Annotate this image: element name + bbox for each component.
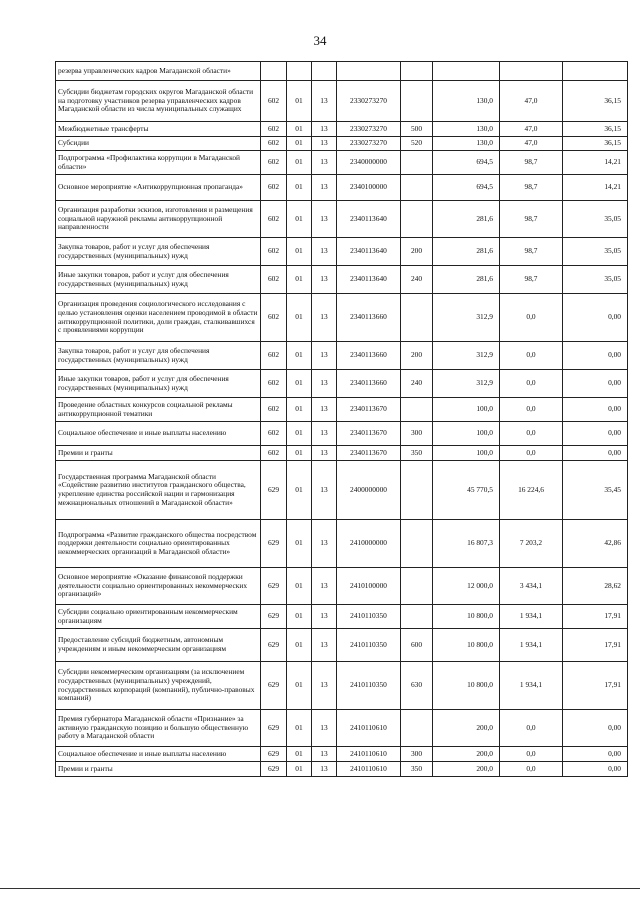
row-target-article-cell: 2410000000 [337, 520, 401, 568]
row-grbs-cell: 629 [261, 461, 287, 520]
table-row [56, 747, 628, 762]
row-grbs-cell: 602 [261, 422, 287, 446]
row-fact-cell: 1 934,1 [500, 605, 563, 629]
row-section-cell: 01 [287, 710, 312, 747]
row-name-cell: Закупка товаров, работ и услуг для обеспечения государственных (муниципальных) нужд [56, 342, 261, 370]
row-expense-type-cell: 200 [401, 342, 433, 370]
row-expense-type-cell [401, 605, 433, 629]
row-section-cell: 01 [287, 266, 312, 294]
table-row [56, 520, 628, 568]
row-grbs-cell: 602 [261, 446, 287, 461]
row-section-cell: 01 [287, 398, 312, 422]
row-target-article-cell: 2410110350 [337, 605, 401, 629]
row-name-cell: Государственная программа Магаданской области «Содействие развитию институтов гражданского общества, укрепление единства российской нации и гармонизация межнациональных отношений в Магаданской области» [56, 461, 261, 520]
table-row [56, 175, 628, 201]
table-row [56, 370, 628, 398]
row-fact-cell: 98,7 [500, 175, 563, 201]
row-grbs-cell: 602 [261, 398, 287, 422]
row-fact-cell: 47,0 [500, 137, 563, 151]
row-percent-cell: 0,00 [563, 747, 628, 762]
table-row [56, 81, 628, 122]
row-grbs-cell: 629 [261, 710, 287, 747]
row-target-article-cell: 2410110350 [337, 629, 401, 662]
row-name-cell: Проведение областных конкурсов социальной рекламы антикоррупционной тематики [56, 398, 261, 422]
row-plan-cell: 281,6 [433, 238, 500, 266]
row-name-cell: Закупка товаров, работ и услуг для обеспечения государственных (муниципальных) нужд [56, 238, 261, 266]
row-plan-cell: 281,6 [433, 266, 500, 294]
row-expense-type-cell: 300 [401, 747, 433, 762]
row-subsection-cell: 13 [312, 446, 337, 461]
table-row [56, 342, 628, 370]
row-subsection-cell [312, 62, 337, 81]
row-target-article-cell: 2340113670 [337, 446, 401, 461]
row-subsection-cell: 13 [312, 294, 337, 342]
row-name-cell: Организация проведения социологического исследования с целью установления оценки населением проводимой в области антикоррупционной политики, доли граждан, сталкивавшихся с проявлениями коррупции [56, 294, 261, 342]
row-percent-cell: 0,00 [563, 762, 628, 777]
row-plan-cell: 312,9 [433, 342, 500, 370]
row-section-cell: 01 [287, 122, 312, 137]
row-subsection-cell: 13 [312, 122, 337, 137]
row-grbs-cell: 602 [261, 266, 287, 294]
row-subsection-cell: 13 [312, 747, 337, 762]
row-target-article-cell: 2340113670 [337, 398, 401, 422]
row-percent-cell: 42,86 [563, 520, 628, 568]
row-plan-cell: 200,0 [433, 762, 500, 777]
row-plan-cell: 130,0 [433, 81, 500, 122]
row-fact-cell: 0,0 [500, 762, 563, 777]
row-plan-cell: 694,5 [433, 151, 500, 175]
row-expense-type-cell [401, 81, 433, 122]
row-name-cell: Межбюджетные трансферты [56, 122, 261, 137]
row-section-cell: 01 [287, 342, 312, 370]
row-target-article-cell: 2330273270 [337, 122, 401, 137]
row-percent-cell: 17,91 [563, 662, 628, 710]
row-target-article-cell: 2340113640 [337, 201, 401, 238]
row-name-cell: Основное мероприятие «Оказание финансовой поддержки деятельности социально ориентированных некоммерческих организаций» [56, 568, 261, 605]
row-subsection-cell: 13 [312, 201, 337, 238]
row-target-article-cell: 2340113660 [337, 342, 401, 370]
row-fact-cell: 47,0 [500, 122, 563, 137]
row-fact-cell: 0,0 [500, 422, 563, 446]
row-subsection-cell: 13 [312, 520, 337, 568]
row-grbs-cell: 629 [261, 520, 287, 568]
row-grbs-cell: 629 [261, 605, 287, 629]
table-row [56, 662, 628, 710]
row-plan-cell: 45 770,5 [433, 461, 500, 520]
row-plan-cell: 10 800,0 [433, 662, 500, 710]
row-section-cell: 01 [287, 461, 312, 520]
row-percent-cell: 0,00 [563, 370, 628, 398]
row-name-cell: Субсидии бюджетам городских округов Магаданской области на подготовку участников резерва управленческих кадров Магаданской области из числа муниципальных служащих [56, 81, 261, 122]
table-row [56, 62, 628, 81]
row-subsection-cell: 13 [312, 662, 337, 710]
row-target-article-cell: 2410110610 [337, 762, 401, 777]
row-expense-type-cell: 350 [401, 762, 433, 777]
row-expense-type-cell [401, 175, 433, 201]
row-fact-cell: 1 934,1 [500, 629, 563, 662]
row-fact-cell: 47,0 [500, 81, 563, 122]
row-fact-cell: 0,0 [500, 446, 563, 461]
row-target-article-cell: 2340000000 [337, 151, 401, 175]
row-name-cell: Премия губернатора Магаданской области «Признание» за активную гражданскую позицию и большую общественную работу в Магаданской области [56, 710, 261, 747]
row-subsection-cell: 13 [312, 175, 337, 201]
row-name-cell: Иные закупки товаров, работ и услуг для обеспечения государственных (муниципальных) нужд [56, 266, 261, 294]
row-section-cell: 01 [287, 762, 312, 777]
row-name-cell: Основное мероприятие «Антикоррупционная пропаганда» [56, 175, 261, 201]
row-target-article-cell: 2410110610 [337, 710, 401, 747]
row-grbs-cell: 602 [261, 151, 287, 175]
row-percent-cell: 0,00 [563, 342, 628, 370]
row-percent-cell: 28,62 [563, 568, 628, 605]
row-subsection-cell: 13 [312, 605, 337, 629]
table-row [56, 568, 628, 605]
row-fact-cell: 98,7 [500, 266, 563, 294]
row-percent-cell: 35,05 [563, 238, 628, 266]
row-expense-type-cell: 500 [401, 122, 433, 137]
row-subsection-cell: 13 [312, 762, 337, 777]
row-subsection-cell: 13 [312, 137, 337, 151]
row-name-cell: Субсидии некоммерческим организациям (за исключением государственных (муниципальных) учреждений, государственных корпораций (компаний), публично-правовых компаний) [56, 662, 261, 710]
row-name-cell: Подпрограмма «Профилактика коррупции в Магаданской области» [56, 151, 261, 175]
row-plan-cell: 130,0 [433, 122, 500, 137]
table-row [56, 605, 628, 629]
table-row [56, 446, 628, 461]
row-expense-type-cell: 630 [401, 662, 433, 710]
row-subsection-cell: 13 [312, 370, 337, 398]
table-row [56, 201, 628, 238]
row-name-cell: Премии и гранты [56, 762, 261, 777]
row-percent-cell: 36,15 [563, 122, 628, 137]
row-plan-cell: 694,5 [433, 175, 500, 201]
row-percent-cell: 35,45 [563, 461, 628, 520]
row-section-cell: 01 [287, 370, 312, 398]
row-subsection-cell: 13 [312, 461, 337, 520]
row-grbs-cell: 602 [261, 81, 287, 122]
row-target-article-cell: 2340113640 [337, 266, 401, 294]
row-section-cell: 01 [287, 151, 312, 175]
row-percent-cell: 36,15 [563, 81, 628, 122]
row-section-cell: 01 [287, 175, 312, 201]
row-fact-cell: 16 224,6 [500, 461, 563, 520]
row-name-cell: резерва управленческих кадров Магаданской области» [56, 62, 261, 81]
row-section-cell: 01 [287, 662, 312, 710]
row-expense-type-cell: 240 [401, 370, 433, 398]
row-name-cell: Социальное обеспечение и иные выплаты населению [56, 422, 261, 446]
row-subsection-cell: 13 [312, 81, 337, 122]
table-row [56, 238, 628, 266]
page-number: 34 [313, 33, 327, 48]
row-expense-type-cell: 350 [401, 446, 433, 461]
row-subsection-cell: 13 [312, 568, 337, 605]
row-section-cell: 01 [287, 629, 312, 662]
row-grbs-cell: 602 [261, 294, 287, 342]
row-grbs-cell: 602 [261, 201, 287, 238]
row-grbs-cell: 602 [261, 175, 287, 201]
row-percent-cell [563, 62, 628, 81]
row-name-cell: Премии и гранты [56, 446, 261, 461]
row-target-article-cell: 2410100000 [337, 568, 401, 605]
row-section-cell: 01 [287, 238, 312, 266]
row-expense-type-cell [401, 710, 433, 747]
row-grbs-cell: 602 [261, 342, 287, 370]
row-name-cell: Социальное обеспечение и иные выплаты населению [56, 747, 261, 762]
row-section-cell: 01 [287, 422, 312, 446]
row-fact-cell: 0,0 [500, 370, 563, 398]
row-percent-cell: 0,00 [563, 422, 628, 446]
row-grbs-cell: 602 [261, 137, 287, 151]
table-body [56, 62, 628, 777]
row-percent-cell: 17,91 [563, 629, 628, 662]
row-percent-cell: 35,05 [563, 266, 628, 294]
row-target-article-cell: 2410110350 [337, 662, 401, 710]
table-row [56, 398, 628, 422]
row-subsection-cell: 13 [312, 629, 337, 662]
row-target-article-cell: 2400000000 [337, 461, 401, 520]
table-row [56, 762, 628, 777]
row-expense-type-cell: 520 [401, 137, 433, 151]
row-section-cell: 01 [287, 201, 312, 238]
row-section-cell: 01 [287, 568, 312, 605]
row-target-article-cell: 2340113640 [337, 238, 401, 266]
row-subsection-cell: 13 [312, 342, 337, 370]
row-fact-cell [500, 62, 563, 81]
row-fact-cell: 3 434,1 [500, 568, 563, 605]
row-grbs-cell: 602 [261, 370, 287, 398]
row-target-article-cell [337, 62, 401, 81]
row-percent-cell: 36,15 [563, 137, 628, 151]
row-fact-cell: 0,0 [500, 747, 563, 762]
row-plan-cell: 200,0 [433, 747, 500, 762]
row-section-cell: 01 [287, 605, 312, 629]
row-section-cell: 01 [287, 446, 312, 461]
row-name-cell: Иные закупки товаров, работ и услуг для обеспечения государственных (муниципальных) нужд [56, 370, 261, 398]
row-name-cell: Подпрограмма «Развитие гражданского общества посредством поддержки деятельности социально ориентированных некоммерческих организаций в Магаданской области» [56, 520, 261, 568]
row-section-cell: 01 [287, 294, 312, 342]
row-name-cell: Субсидии [56, 137, 261, 151]
row-plan-cell: 10 800,0 [433, 605, 500, 629]
row-grbs-cell [261, 62, 287, 81]
row-fact-cell: 7 203,2 [500, 520, 563, 568]
row-grbs-cell: 602 [261, 238, 287, 266]
row-fact-cell: 0,0 [500, 710, 563, 747]
row-subsection-cell: 13 [312, 151, 337, 175]
row-plan-cell: 100,0 [433, 446, 500, 461]
row-percent-cell: 17,91 [563, 605, 628, 629]
row-section-cell: 01 [287, 747, 312, 762]
row-expense-type-cell [401, 520, 433, 568]
budget-table [55, 61, 628, 777]
row-expense-type-cell [401, 151, 433, 175]
row-target-article-cell: 2340113660 [337, 370, 401, 398]
row-target-article-cell: 2410110610 [337, 747, 401, 762]
row-percent-cell: 35,05 [563, 201, 628, 238]
row-subsection-cell: 13 [312, 266, 337, 294]
row-section-cell: 01 [287, 520, 312, 568]
table-row [56, 122, 628, 137]
row-fact-cell: 0,0 [500, 294, 563, 342]
row-subsection-cell: 13 [312, 422, 337, 446]
table-row [56, 422, 628, 446]
table-row [56, 137, 628, 151]
row-expense-type-cell [401, 201, 433, 238]
row-fact-cell: 98,7 [500, 151, 563, 175]
row-fact-cell: 98,7 [500, 238, 563, 266]
row-grbs-cell: 629 [261, 747, 287, 762]
row-grbs-cell: 629 [261, 762, 287, 777]
row-plan-cell: 312,9 [433, 294, 500, 342]
row-expense-type-cell [401, 398, 433, 422]
row-expense-type-cell [401, 294, 433, 342]
row-grbs-cell: 602 [261, 122, 287, 137]
row-expense-type-cell: 600 [401, 629, 433, 662]
table-row [56, 629, 628, 662]
page-bottom-rule [0, 888, 640, 889]
table-row [56, 294, 628, 342]
row-grbs-cell: 629 [261, 662, 287, 710]
row-target-article-cell: 2340113660 [337, 294, 401, 342]
row-plan-cell: 130,0 [433, 137, 500, 151]
row-plan-cell: 16 807,3 [433, 520, 500, 568]
row-expense-type-cell [401, 568, 433, 605]
row-fact-cell: 0,0 [500, 398, 563, 422]
row-expense-type-cell [401, 461, 433, 520]
row-percent-cell: 14,21 [563, 151, 628, 175]
row-plan-cell: 12 000,0 [433, 568, 500, 605]
row-percent-cell: 0,00 [563, 446, 628, 461]
row-plan-cell: 312,9 [433, 370, 500, 398]
row-fact-cell: 0,0 [500, 342, 563, 370]
row-percent-cell: 0,00 [563, 294, 628, 342]
row-section-cell: 01 [287, 137, 312, 151]
row-plan-cell [433, 62, 500, 81]
row-plan-cell: 281,6 [433, 201, 500, 238]
row-section-cell: 01 [287, 81, 312, 122]
row-section-cell [287, 62, 312, 81]
row-subsection-cell: 13 [312, 398, 337, 422]
row-plan-cell: 100,0 [433, 422, 500, 446]
row-expense-type-cell: 200 [401, 238, 433, 266]
row-fact-cell: 1 934,1 [500, 662, 563, 710]
row-target-article-cell: 2340100000 [337, 175, 401, 201]
row-target-article-cell: 2330273270 [337, 137, 401, 151]
row-plan-cell: 100,0 [433, 398, 500, 422]
row-name-cell: Субсидии социально ориентированным некоммерческим организациям [56, 605, 261, 629]
row-plan-cell: 200,0 [433, 710, 500, 747]
row-expense-type-cell: 240 [401, 266, 433, 294]
row-subsection-cell: 13 [312, 710, 337, 747]
row-subsection-cell: 13 [312, 238, 337, 266]
row-target-article-cell: 2330273270 [337, 81, 401, 122]
row-percent-cell: 0,00 [563, 398, 628, 422]
row-expense-type-cell [401, 62, 433, 81]
row-plan-cell: 10 800,0 [433, 629, 500, 662]
row-grbs-cell: 629 [261, 568, 287, 605]
row-fact-cell: 98,7 [500, 201, 563, 238]
row-name-cell: Предоставление субсидий бюджетным, автономным учреждениям и иным некоммерческим организациям [56, 629, 261, 662]
row-percent-cell: 0,00 [563, 710, 628, 747]
row-target-article-cell: 2340113670 [337, 422, 401, 446]
table-row [56, 461, 628, 520]
row-name-cell: Организация разработки эскизов, изготовления и размещения социальной наружной рекламы антикоррупционной направленности [56, 201, 261, 238]
row-expense-type-cell: 300 [401, 422, 433, 446]
row-grbs-cell: 629 [261, 629, 287, 662]
row-percent-cell: 14,21 [563, 175, 628, 201]
table-row [56, 151, 628, 175]
table-row [56, 710, 628, 747]
table-row [56, 266, 628, 294]
